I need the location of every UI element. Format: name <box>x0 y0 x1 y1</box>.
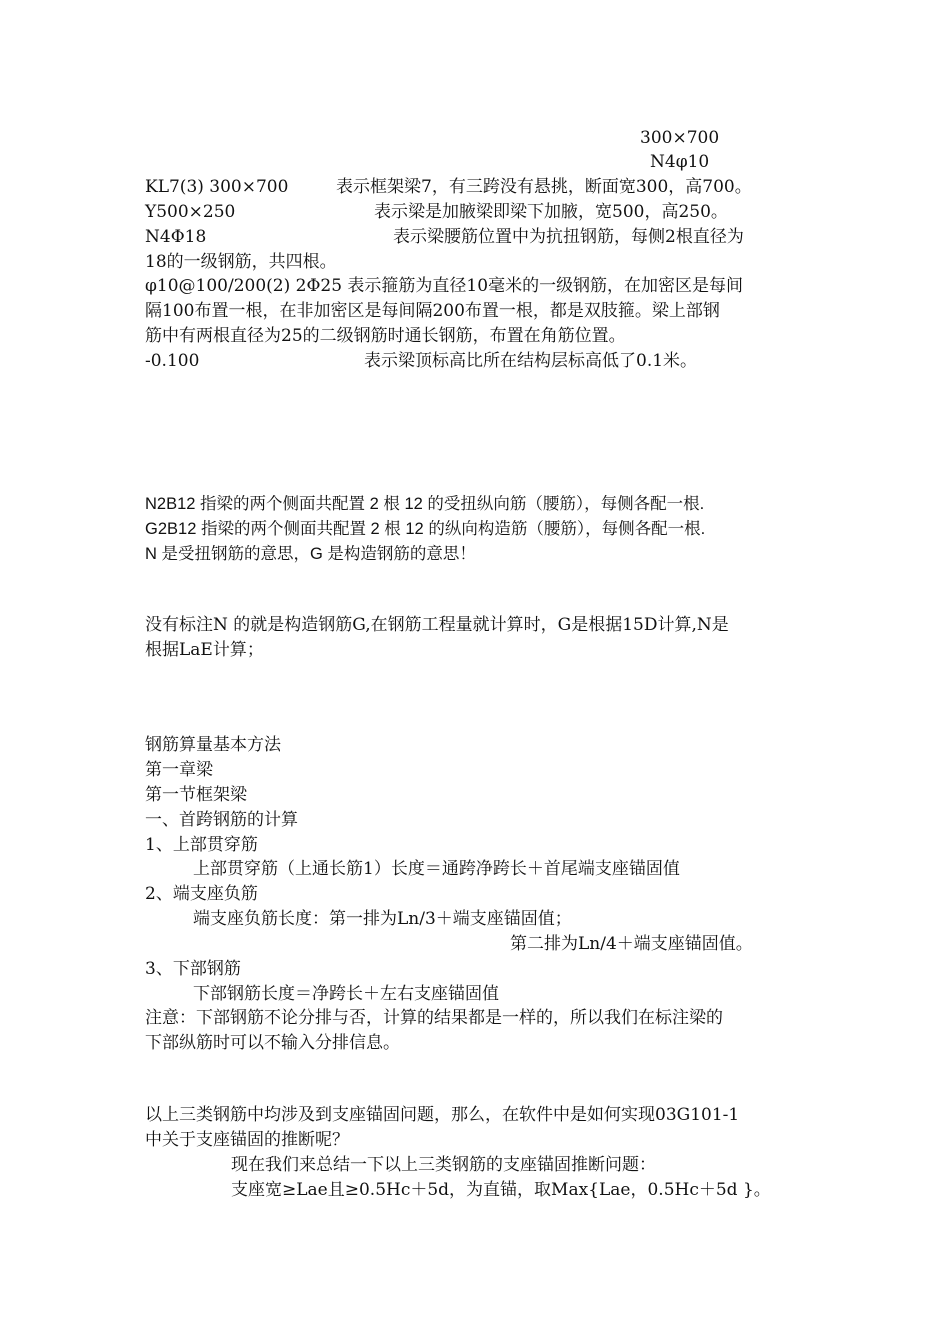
y500-code: Y500×250 <box>145 202 236 222</box>
stirrup-line-2: 隔100布置一根，在非加密区是每间隔200布置一根，都是双肢箍。梁上部钢 <box>145 301 720 321</box>
note-line-2: 下部纵筋时可以不输入分排信息。 <box>145 1033 400 1053</box>
item2-formula-1: 端支座负筋长度：第一排为Ln/3＋端支座锚固值； <box>193 909 572 929</box>
dimension-label: 300×700 <box>640 128 720 148</box>
item3-formula: 下部钢筋长度＝净跨长＋左右支座锚固值 <box>193 984 499 1004</box>
note-line-1: 注意：下部钢筋不论分排与否，计算的结果都是一样的，所以我们在标注梁的 <box>145 1008 723 1028</box>
item2-formula-2: 第二排为Ln/4＋端支座锚固值。 <box>510 934 753 954</box>
part1-heading: 一、首跨钢筋的计算 <box>145 810 298 830</box>
stirrup-line-1: φ10@100/200(2) 2Φ25 表示箍筋为直径10毫米的一级钢筋，在加密区是每间 <box>145 276 744 296</box>
n4-description: 表示梁腰筋位置中为抗扭钢筋，每侧2根直径为 <box>393 227 744 247</box>
kl7-description: 表示框架梁7，有三跨没有悬挑，断面宽300，高700。 <box>336 177 752 197</box>
n-g-meaning: N 是受扭钢筋的意思，G 是构造钢筋的意思！ <box>145 545 476 563</box>
method-title: 钢筋算量基本方法 <box>145 735 281 755</box>
anchorage-question-1: 以上三类钢筋中均涉及到支座锚固问题，那么，在软件中是如何实现03G101-1 <box>145 1105 740 1125</box>
item1-heading: 1、上部贯穿筋 <box>145 835 258 855</box>
g2b12-note: G2B12 指梁的两个侧面共配置 2 根 12 的纵向构造筋（腰筋），每侧各配一根. <box>145 520 706 538</box>
no-mark-line-1: 没有标注N 的就是构造钢筋G,在钢筋工程量就计算时，G是根据15D计算,N是 <box>145 615 729 635</box>
n4-description-cont: 18的一级钢筋，共四根。 <box>145 252 337 272</box>
chapter-heading: 第一章梁 <box>145 760 213 780</box>
section-heading: 第一节框架梁 <box>145 785 247 805</box>
rebar-label: N4φ10 <box>650 152 710 172</box>
anchorage-rule: 支座宽≥Lae且≥0.5Hc＋5d，为直锚，取Max{Lae，0.5Hc＋5d }。 <box>231 1180 771 1200</box>
item2-heading: 2、端支座负筋 <box>145 884 258 904</box>
elevation-code: -0.100 <box>145 351 200 371</box>
anchorage-question-2: 中关于支座锚固的推断呢？ <box>145 1130 349 1150</box>
no-mark-line-2: 根据LaE计算； <box>145 640 264 660</box>
y500-description: 表示梁是加腋梁即梁下加腋，宽500，高250。 <box>374 202 728 222</box>
n4-code: N4Φ18 <box>145 227 207 247</box>
item3-heading: 3、下部钢筋 <box>145 959 241 979</box>
anchorage-summary: 现在我们来总结一下以上三类钢筋的支座锚固推断问题： <box>231 1155 656 1175</box>
elevation-description: 表示梁顶标高比所在结构层标高低了0.1米。 <box>364 351 698 371</box>
kl7-code: KL7(3) 300×700 <box>145 177 289 197</box>
item1-formula: 上部贯穿筋（上通长筋1）长度＝通跨净跨长＋首尾端支座锚固值 <box>193 859 680 879</box>
n2b12-note: N2B12 指梁的两个侧面共配置 2 根 12 的受扭纵向筋（腰筋），每侧各配一根. <box>145 495 705 513</box>
stirrup-line-3: 筋中有两根直径为25的二级钢筋时通长钢筋，布置在角筋位置。 <box>145 326 626 346</box>
